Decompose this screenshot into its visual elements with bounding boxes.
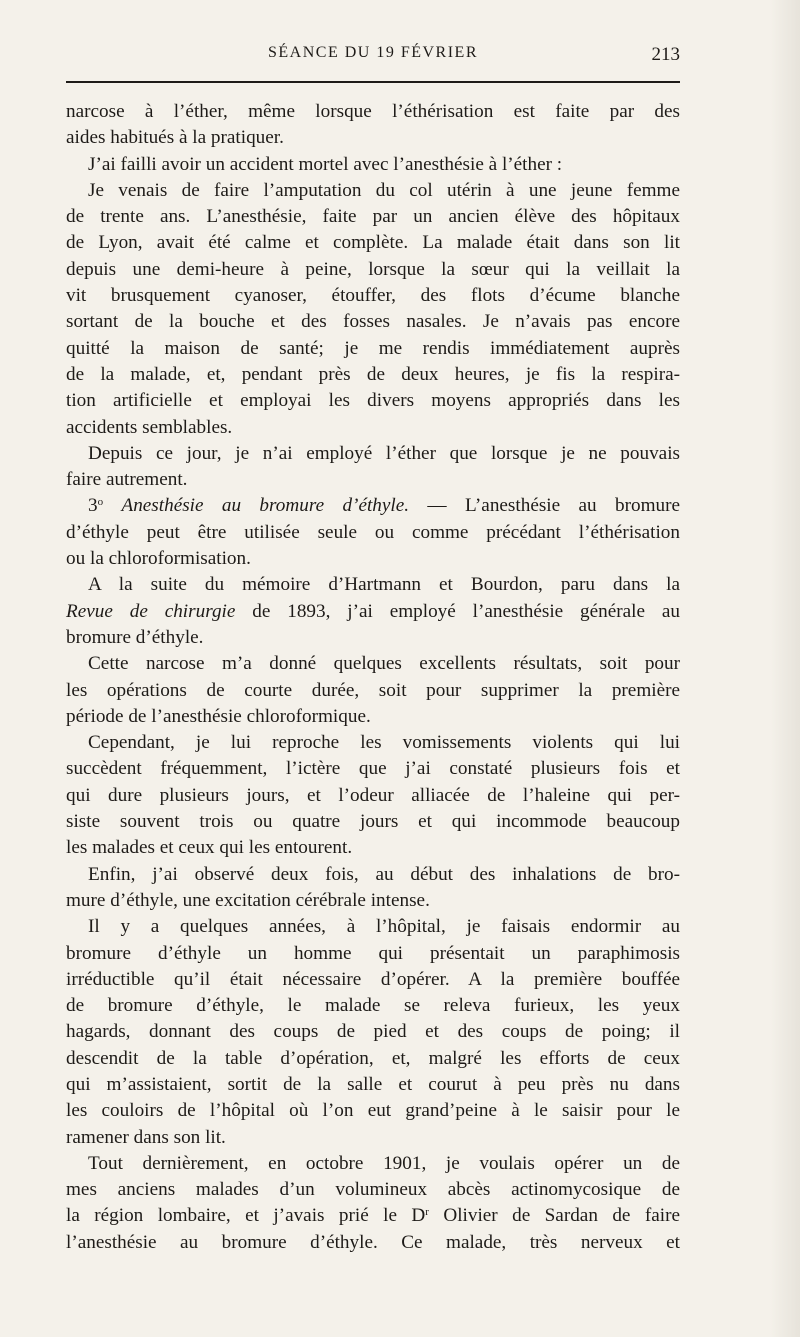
text-line: hagards, donnant des coups de pied et des coups de poing; il bbox=[66, 1021, 680, 1043]
page-edge-shadow bbox=[770, 0, 800, 1337]
text-line: les malades et ceux qui les entourent. bbox=[66, 837, 353, 859]
text-line: depuis une demi-heure à peine, lorsque la sœur qui la veillait la bbox=[66, 258, 680, 280]
text-line: J’ai failli avoir un accident mortel avec l’anesthésie à l’éther : bbox=[88, 153, 563, 175]
text-line: siste souvent trois ou quatre jours et qui incommode beaucoup bbox=[66, 811, 680, 833]
page-header bbox=[66, 44, 680, 68]
section-heading-line bbox=[66, 493, 680, 519]
text-line: ramener dans son lit. bbox=[66, 1126, 226, 1148]
text-line: d’éthyle peut être utilisée seule ou comme précédant l’éthérisation bbox=[66, 521, 680, 543]
text-line: A la suite du mémoire d’Hartmann et Bourdon, paru dans la bbox=[88, 574, 680, 596]
text-line: quitté la maison de santé; je me rendis immédiatement auprès bbox=[66, 337, 680, 359]
text-line: qui dure plusieurs jours, et l’odeur alliacée de l’haleine qui per- bbox=[66, 784, 680, 806]
text-line: de bromure d’éthyle, le malade se releva furieux, les yeux bbox=[66, 995, 680, 1017]
text-line: Enfin, j’ai observé deux fois, au début des inhalations de bro- bbox=[88, 863, 680, 885]
text-line: tion artificielle et employai les divers moyens appropriés dans les bbox=[66, 390, 680, 412]
text-line: Je venais de faire l’amputation du col utérin à une jeune femme bbox=[88, 179, 680, 201]
text-line: bromure d’éthyle. bbox=[66, 626, 204, 648]
text-line: irréductible qu’il était nécessaire d’opérer. A la première bouffée bbox=[66, 968, 680, 990]
text-line: bromure d’éthyle un homme qui présentait un paraphimosis bbox=[66, 942, 680, 964]
text-line: qui m’assistaient, sortit de la salle et courut à peu près nu dans bbox=[66, 1073, 680, 1095]
text-line: mure d’éthyle, une excitation cérébrale intense. bbox=[66, 889, 430, 911]
ordinal-suffix: o bbox=[97, 496, 104, 509]
text-line: de Lyon, avait été calme et complète. La malade était dans son lit bbox=[66, 232, 680, 254]
text-line: de trente ans. L’anesthésie, faite par un ancien élève des hôpitaux bbox=[66, 206, 680, 228]
text-line: les couloirs de l’hôpital où l’on eut grand’peine à le saisir pour le bbox=[66, 1100, 680, 1122]
section-number: 3 bbox=[88, 495, 98, 517]
text-line bbox=[66, 1203, 680, 1229]
text-line: aides habitués à la pratiquer. bbox=[66, 127, 284, 149]
title-abbrev-superscript: r bbox=[425, 1206, 429, 1219]
text-segment: — L’anesthésie au bromure bbox=[409, 495, 680, 517]
text-line: Tout dernièrement, en octobre 1901, je voulais opérer un de bbox=[88, 1152, 680, 1174]
text-segment: Olivier de Sardan de faire bbox=[428, 1205, 680, 1227]
text-line: période de l’anesthésie chloroformique. bbox=[66, 705, 371, 727]
text-line: ou la chloroformisation. bbox=[66, 548, 251, 570]
text-line: Il y a quelques années, à l’hôpital, je faisais endormir au bbox=[88, 916, 680, 938]
text-line: faire autrement. bbox=[66, 469, 188, 491]
section-title: Anesthésie au bromure d’éthyle. bbox=[121, 495, 410, 517]
text-line: accidents semblables. bbox=[66, 416, 233, 438]
text-line: succèdent fréquemment, l’ictère que j’ai constaté plusieurs fois et bbox=[66, 758, 680, 780]
text-line: les opérations de courte durée, soit pour supprimer la première bbox=[66, 679, 680, 701]
running-head: SÉANCE DU 19 FÉVRIER bbox=[267, 44, 478, 61]
text-line: narcose à l’éther, même lorsque l’éthérisation est faite par des bbox=[66, 101, 680, 122]
text-line: sortant de la bouche et des fosses nasales. Je n’avais pas encore bbox=[66, 311, 680, 333]
page-number: 213 bbox=[651, 44, 680, 65]
text-line: Cette narcose m’a donné quelques excellents résultats, soit pour bbox=[88, 653, 680, 675]
text-line: descendit de la table d’opération, et, malgré les efforts de ceux bbox=[66, 1047, 680, 1069]
text-segment: la région lombaire, et j’avais prié le D bbox=[66, 1205, 426, 1227]
journal-title: Revue de chirurgie bbox=[66, 600, 236, 622]
text-line bbox=[66, 599, 680, 625]
text-line: l’anesthésie au bromure d’éthyle. Ce malade, très nerveux et bbox=[66, 1231, 680, 1253]
text-line: de la malade, et, pendant près de deux heures, je fis la respira- bbox=[66, 363, 680, 385]
text-line: vit brusquement cyanoser, étouffer, des flots d’écume blanche bbox=[66, 285, 680, 307]
text-line: mes anciens malades d’un volumineux abcès actinomycosique de bbox=[66, 1179, 680, 1201]
header-rule bbox=[66, 81, 680, 83]
text-segment: de 1893, j’ai employé l’anesthésie générale au bbox=[235, 600, 681, 622]
text-line: Cependant, je lui reproche les vomissements violents qui lui bbox=[88, 732, 680, 754]
body-text bbox=[66, 99, 680, 1256]
text-line: Depuis ce jour, je n’ai employé l’éther que lorsque je ne pouvais bbox=[88, 442, 680, 464]
